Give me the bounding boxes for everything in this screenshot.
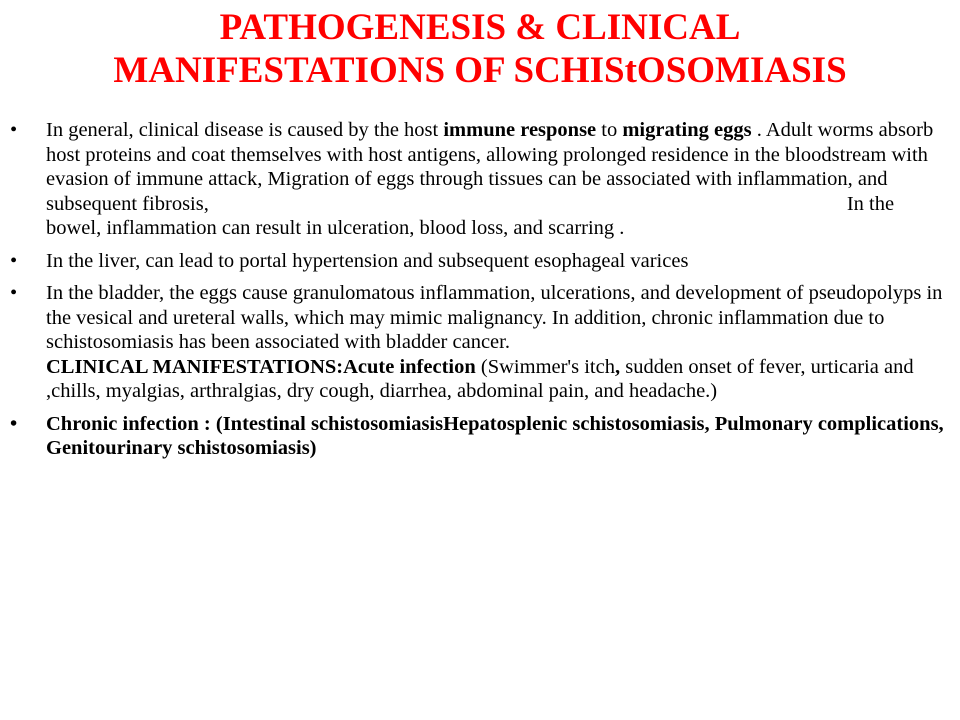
bold-text: immune response <box>443 119 597 141</box>
bullet-pathogenesis <box>8 118 952 241</box>
title-line-1: PATHOGENESIS & CLINICAL <box>219 7 741 48</box>
bullet-list <box>8 118 952 469</box>
bullet-text: to <box>596 119 623 141</box>
bullet-text: In general, clinical disease is caused by the host <box>46 119 444 141</box>
bullet-point-icon: • <box>10 249 18 272</box>
bullet-point-icon: • <box>10 282 18 304</box>
clinical-manifestations-heading: CLINICAL MANIFESTATIONS:Acute infection <box>46 355 476 378</box>
bullet-text: sudden onset of fever, urticaria and ,chills, myalgias, arthralgias, dry cough, diarrhea, abdominal pain, and headache.) <box>46 355 914 402</box>
bold-text: migrating eggs <box>622 119 752 141</box>
bullet-text: In the bladder, the eggs cause granulomatous inflammation, ulcerations, and development of pseudopolyps in the vesical and ureteral walls, which may mimic malignancy. In addition, chronic inflammation due to schistosomiasis has been associated with bladder cancer. <box>46 282 943 353</box>
title-line-2: MANIFESTATIONS OF SCHIStOSOMIASIS <box>113 50 847 91</box>
bold-text: , <box>614 355 621 378</box>
bullet-bladder <box>8 281 952 404</box>
bullet-text: Chronic infection : (Intestinal schistosomiasisHepatosplenic schistosomiasis, Pulmonary complications, Genitourinary schistosomiasis) <box>46 412 944 459</box>
clinical-manifestations <box>46 355 952 404</box>
bullet-text: In the bowel, inflammation can result in ulceration, blood loss, and scarring . <box>46 192 895 239</box>
bullet-text: In the liver, can lead to portal hypertension and subsequent esophageal varices <box>46 249 689 272</box>
bullet-text: . Adult worms absorb host proteins and coat themselves with host antigens, allowing prolonged residence in the bloodstream with evasion of immune attack, Migration of eggs through tissues can be associated with inflammation, and subsequent fibrosis, <box>46 119 934 215</box>
bullet-liver <box>8 249 952 274</box>
bullet-text: (Swimmer's itch <box>475 355 615 378</box>
bullet-point-icon: • <box>10 412 18 435</box>
bullet-point-icon: • <box>10 119 18 141</box>
slide-title <box>30 6 930 92</box>
bullet-chronic-infection <box>8 412 952 461</box>
